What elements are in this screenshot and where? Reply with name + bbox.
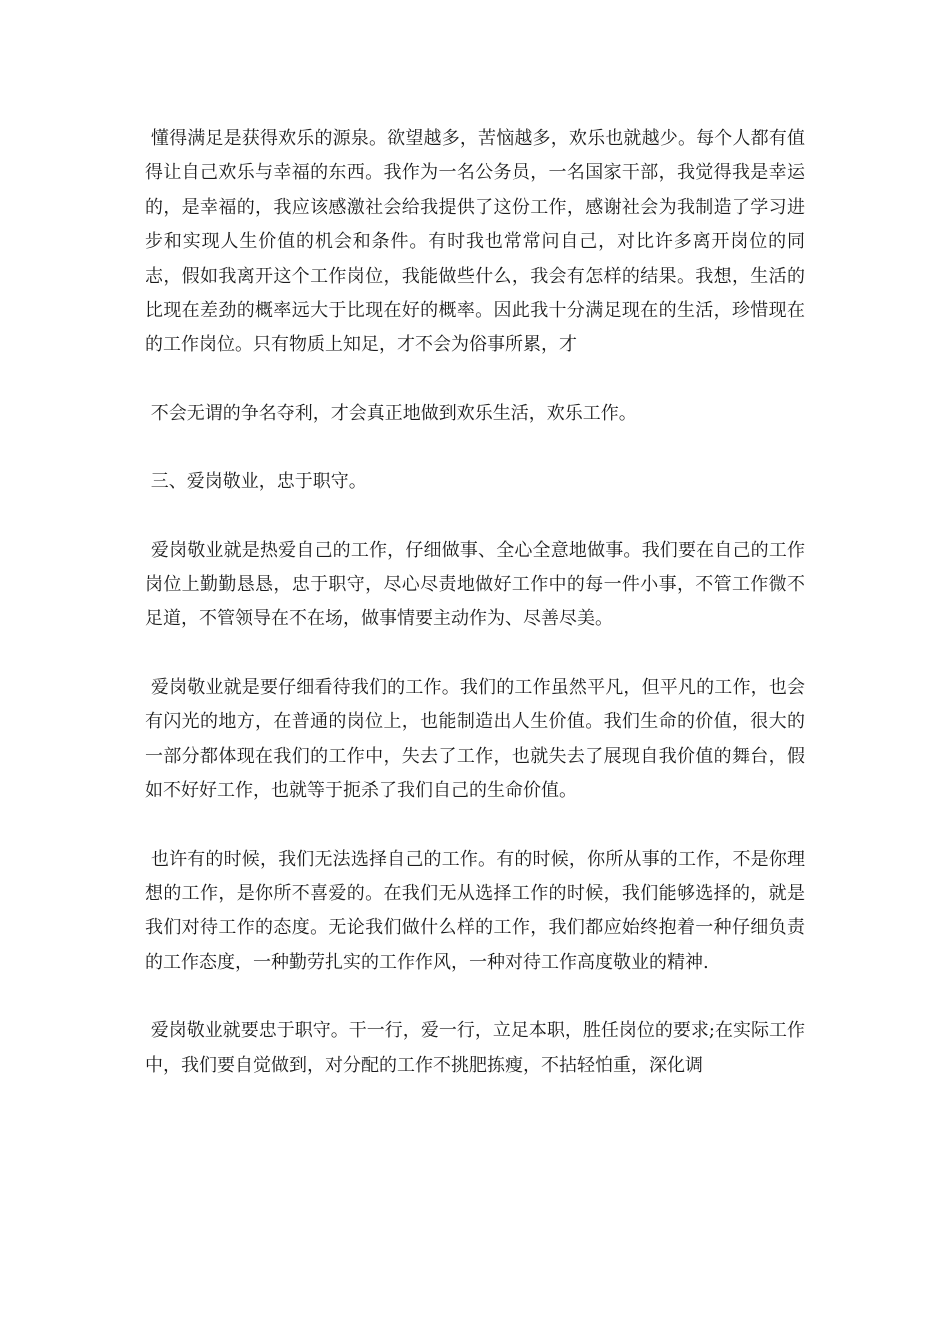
paragraph-text: 爱岗敬业就是要仔细看待我们的工作。我们的工作虽然平凡，但平凡的工作，也会有闪光的地方，在普通的岗位上，也能制造出人生价值。我们生命的价值，很大的一部分都体现在我们的工作中，失去了工作，也就失去了展现自我价值的舞台，假如不好好工作，也就等于扼杀了我们自己的生命价值。 bbox=[145, 676, 805, 802]
paragraph-contentment-continued bbox=[145, 397, 805, 431]
paragraph-work-attitude bbox=[145, 843, 805, 981]
paragraph-contentment bbox=[145, 122, 805, 363]
paragraph-text: 也许有的时候，我们无法选择自己的工作。有的时候，你所从事的工作，不是你理想的工作，是你所不喜爱的。在我们无从选择工作的时候，我们能够选择的，就是我们对待工作的态度。无论我们做什么样的工作，我们都应始终抱着一种仔细负责的工作态度，一种勤劳扎实的工作作风，一种对待工作高度敬业的精神. bbox=[145, 848, 805, 973]
paragraph-love-work bbox=[145, 534, 805, 637]
document-body bbox=[145, 122, 805, 1117]
paragraph-text: 懂得满足是获得欢乐的源泉。欲望越多，苦恼越多，欢乐也就越少。每个人都有值得让自己欢乐与幸福的东西。我作为一名公务员，一名国家干部，我觉得我是幸运的，是幸福的，我应该感激社会给我提供了这份工作，感谢社会为我制造了学习进步和实现人生价值的机会和条件。有时我也常常问自己，对比许多离开岗位的同志，假如我离开这个工作岗位，我能做些什么，我会有怎样的结果。我想，生活的比现在差劲的概率远大于比现在好的概率。因此我十分满足现在的生活，珍惜现在的工作岗位。只有物质上知足，才不会为俗事所累，才 bbox=[145, 128, 805, 356]
paragraph-text: 爱岗敬业就是热爱自己的工作，仔细做事、全心全意地做事。我们要在自己的工作岗位上勤勤恳恳，忠于职守，尽心尽责地做好工作中的每一件小事，不管工作微不足道，不管领导在不在场，做事情要主动作为、尽善尽美。 bbox=[145, 539, 805, 630]
section-heading bbox=[145, 465, 805, 499]
paragraph-text: 爱岗敬业就要忠于职守。干一行，爱一行，立足本职，胜任岗位的要求;在实际工作中，我们要自觉做到，对分配的工作不挑肥拣瘦，不拈轻怕重，深化调 bbox=[145, 1020, 805, 1076]
paragraph-text: 不会无谓的争名夺利，才会真正地做到欢乐生活，欢乐工作。 bbox=[150, 402, 637, 424]
heading-text: 三、爱岗敬业，忠于职守。 bbox=[150, 471, 367, 493]
paragraph-loyal-to-duty bbox=[145, 1014, 805, 1083]
paragraph-take-work-seriously bbox=[145, 671, 805, 809]
